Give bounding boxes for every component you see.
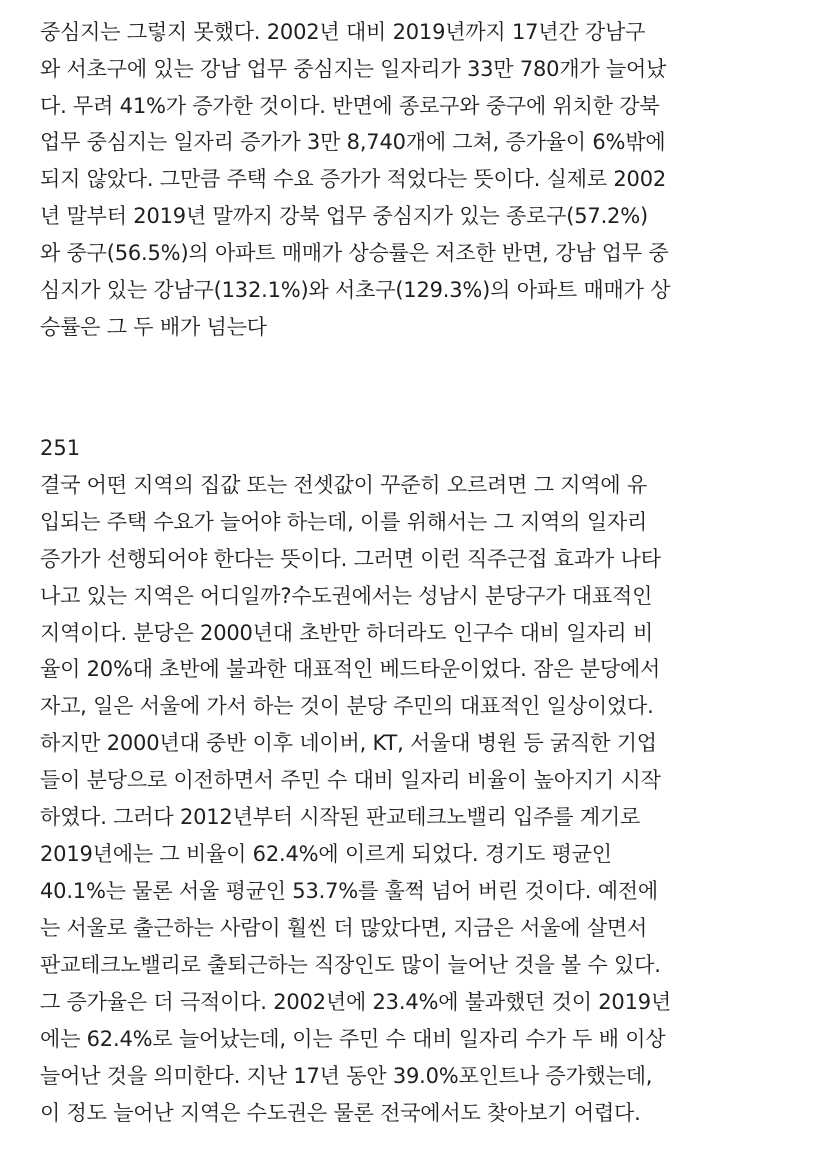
text-line: 율이 20%대 초반에 불과한 대표적인 베드타운이었다. 잠은 분당에서: [40, 657, 661, 681]
text-line: 되지 않았다. 그만큼 주택 수요 증가가 적었다는 뜻이다. 실제로 2002: [40, 167, 667, 191]
text-line: 자고, 일은 서울에 가서 하는 것이 분당 주민의 대표적인 일상이었다.: [40, 694, 654, 718]
text-line: 판교테크노밸리로 출퇴근하는 직장인도 많이 늘어난 것을 볼 수 있다.: [40, 953, 661, 977]
text-line: 하지만 2000년대 중반 이후 네이버, KT, 서울대 병원 등 굵직한 기업: [40, 731, 657, 755]
text-line: 증가가 선행되어야 한다는 뜻이다. 그러면 이런 직주근접 효과가 나타: [40, 547, 661, 571]
text-line: 이 정도 늘어난 지역은 수도권은 물론 전국에서도 찾아보기 어렵다.: [40, 1101, 641, 1125]
text-line: 나고 있는 지역은 어디일까?수도권에서는 성남시 분당구가 대표적인: [40, 584, 653, 608]
text-line: 지역이다. 분당은 2000년대 초반만 하더라도 인구수 대비 일자리 비: [40, 621, 654, 645]
text-line: 입되는 주택 수요가 늘어야 하는데, 이를 위해서는 그 지역의 일자리: [40, 510, 648, 534]
text-line: 년 말부터 2019년 말까지 강북 업무 중심지가 있는 종로구(57.2%): [40, 204, 648, 228]
text-line: 업무 중심지는 일자리 증가가 3만 8,740개에 그쳐, 증가율이 6%밖에: [40, 130, 666, 154]
text-line: 들이 분당으로 이전하면서 주민 수 대비 일자리 비율이 높아지기 시작: [40, 768, 661, 792]
text-line: 와 중구(56.5%)의 아파트 매매가 상승률은 저조한 반면, 강남 업무 중: [40, 241, 669, 265]
text-line: 2019년에는 그 비율이 62.4%에 이르게 되었다. 경기도 평균인: [40, 842, 612, 866]
text-line: 중심지는 그렇지 못했다. 2002년 대비 2019년까지 17년간 강남구: [40, 20, 646, 44]
text-line: 에는 62.4%로 늘어났는데, 이는 주민 수 대비 일자리 수가 두 배 이상: [40, 1027, 666, 1051]
text-line: 늘어난 것을 의미한다. 지난 17년 동안 39.0%포인트나 증가했는데,: [40, 1064, 653, 1088]
text-line: 심지가 있는 강남구(132.1%)와 서초구(129.3%)의 아파트 매매가 상: [40, 278, 671, 302]
text-line: 승률은 그 두 배가 넘는다: [40, 315, 267, 339]
text-line: 다. 무려 41%가 증가한 것이다. 반면에 종로구와 중구에 위치한 강북: [40, 94, 660, 118]
text-line: 그 증가율은 더 극적이다. 2002년에 23.4%에 불과했던 것이 2019년: [40, 990, 671, 1014]
page-number: 251: [40, 436, 81, 460]
text-line: 40.1%는 물론 서울 평균인 53.7%를 훌쩍 넘어 버린 것이다. 예전에: [40, 879, 658, 903]
text-line: 결국 어떤 지역의 집값 또는 전셋값이 꾸준히 오르려면 그 지역에 유: [40, 473, 648, 497]
text-line: 하였다. 그러다 2012년부터 시작된 판교테크노밸리 입주를 계기로: [40, 805, 641, 829]
text-line: 와 서초구에 있는 강남 업무 중심지는 일자리가 33만 780개가 늘어났: [40, 57, 667, 81]
text-line: 는 서울로 출근하는 사람이 훨씬 더 많았다면, 지금은 서울에 살면서: [40, 916, 648, 940]
